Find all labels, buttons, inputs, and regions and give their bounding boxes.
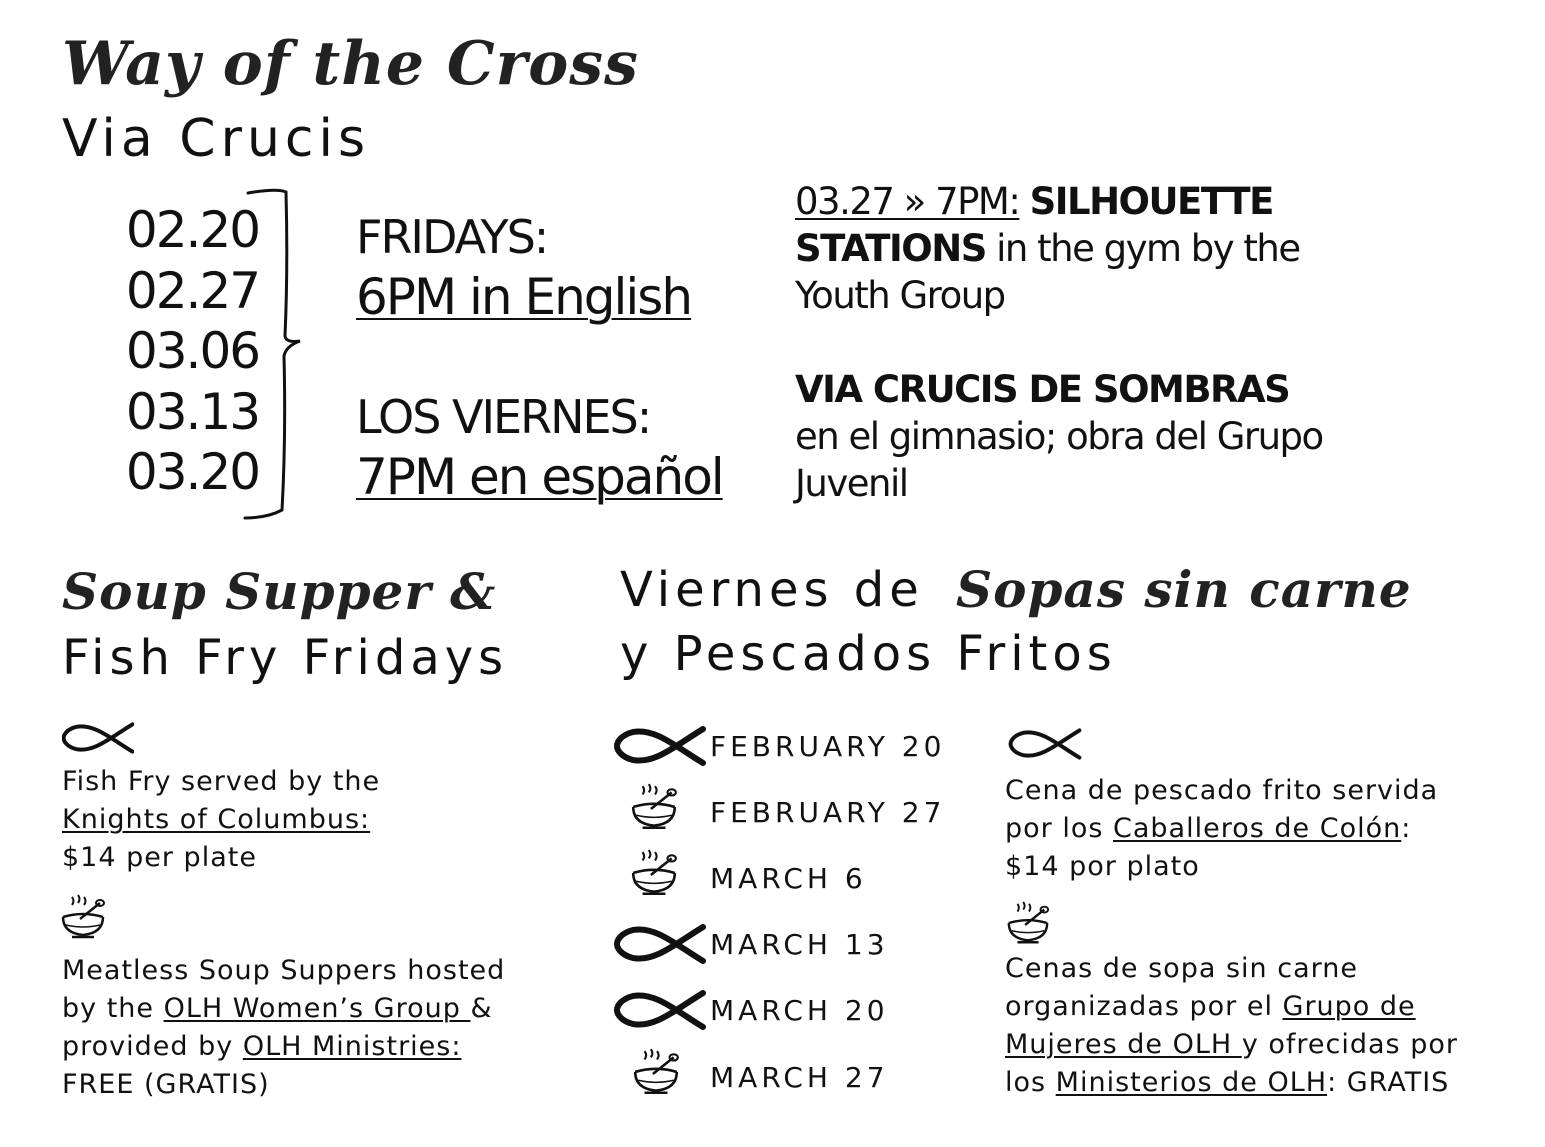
soup-title-es-plain: y Pescados Fritos (620, 626, 1117, 682)
silhouette-event (795, 178, 1435, 507)
grupo-mujeres-link: Grupo de (1282, 991, 1416, 1022)
schedule-date: FEBRUARY 20 (710, 730, 946, 763)
soup-info-es (1005, 950, 1535, 1102)
english-heading: FRIDAYS: (356, 210, 548, 264)
english-time: 6PM in English (356, 268, 692, 326)
soup-text: Meatless Soup Suppers hosted (62, 955, 506, 986)
soup-text: provided by (62, 1031, 243, 1062)
silhouette-title: SILHOUETTE (1029, 180, 1273, 223)
fish-icon (62, 722, 134, 754)
fish-fry-info-en (62, 763, 582, 877)
womens-group-link: OLH Women’s Group (163, 993, 471, 1024)
soup-text: by the (62, 993, 164, 1024)
fish-fry-info-es (1005, 772, 1535, 886)
fish-icon (1008, 728, 1082, 760)
ministries-link: OLH Ministries: (242, 1031, 462, 1062)
soup-text-es: organizadas por el (1005, 991, 1283, 1022)
soup-text-es: los (1005, 1067, 1056, 1098)
station-date: 03.06 (125, 322, 260, 380)
soup-price: FREE (GRATIS) (62, 1069, 270, 1100)
silhouette-desc: in the gym by the (985, 227, 1300, 270)
fish-fry-text-es: por los (1005, 813, 1114, 844)
fish-fry-text: Fish Fry served by the (62, 766, 381, 797)
station-date: 03.20 (125, 443, 260, 501)
schedule-row (612, 720, 972, 770)
silhouette-desc-es: en el gimnasio; obra del Grupo (795, 415, 1323, 458)
soup-title-plain: Fish Fry Fridays (62, 630, 509, 686)
soup-price-es: : GRATIS (1327, 1067, 1450, 1098)
soup-title-script: Soup Supper & (62, 562, 497, 621)
ministerios-link: Ministerios de OLH (1055, 1067, 1328, 1098)
fish-fry-text-es: Cena de pescado frito servida (1005, 775, 1439, 806)
soup-title-es-plain: Viernes de (620, 562, 924, 618)
schedule-date: MARCH 13 (710, 928, 889, 961)
fish-icon (614, 990, 706, 1030)
soup-bowl-icon (628, 782, 680, 834)
soup-text-es: y ofrecidas por (1241, 1029, 1458, 1060)
schedule-row (612, 984, 972, 1034)
spanish-time: 7PM en español (356, 448, 723, 506)
silhouette-title: STATIONS (795, 227, 986, 270)
fish-icon (614, 924, 706, 964)
soup-bowl-icon (630, 1047, 682, 1099)
station-date: 03.13 (125, 382, 260, 441)
fish-fry-price-es: $14 por plato (1005, 851, 1200, 882)
silhouette-desc-es: Juvenil (795, 462, 908, 505)
schedule-date: MARCH 27 (710, 1061, 889, 1094)
fish-fry-text-es: : (1401, 813, 1412, 844)
fish-fry-price: $14 per plate (62, 842, 257, 873)
silhouette-desc: Youth Group (795, 274, 1005, 317)
soup-info-en (62, 952, 582, 1104)
silhouette-date-time: 03.27 » 7PM: (795, 180, 1020, 223)
page-title-spanish: Via Crucis (62, 109, 371, 169)
knights-link: Knights of Columbus: (62, 804, 371, 835)
brace-icon (242, 188, 312, 523)
schedule-row (612, 786, 972, 836)
soup-text: & (470, 993, 493, 1024)
soup-title-es (620, 560, 1520, 700)
schedule-row (612, 1051, 972, 1101)
soup-bowl-icon (1004, 900, 1052, 948)
page-title-script: Way of the Cross (62, 29, 639, 99)
soup-bowl-icon (628, 848, 680, 900)
fish-icon (614, 726, 706, 766)
station-date: 02.20 (125, 201, 260, 259)
spanish-heading: LOS VIERNES: (356, 390, 651, 444)
schedule-date: MARCH 20 (710, 994, 889, 1027)
soup-title-es-script: Sopas sin carne (956, 560, 1412, 619)
schedule-date: FEBRUARY 27 (710, 796, 946, 829)
caballeros-link: Caballeros de Colón (1113, 813, 1402, 844)
soup-bowl-icon (58, 893, 108, 943)
schedule-row (612, 918, 972, 968)
silhouette-title-es: VIA CRUCIS DE SOMBRAS (795, 368, 1290, 411)
grupo-mujeres-link: Mujeres de OLH (1005, 1029, 1242, 1060)
soup-text-es: Cenas de sopa sin carne (1005, 953, 1358, 984)
station-date: 02.27 (125, 261, 260, 320)
schedule-date: MARCH 6 (710, 862, 867, 895)
schedule-row (612, 852, 972, 902)
